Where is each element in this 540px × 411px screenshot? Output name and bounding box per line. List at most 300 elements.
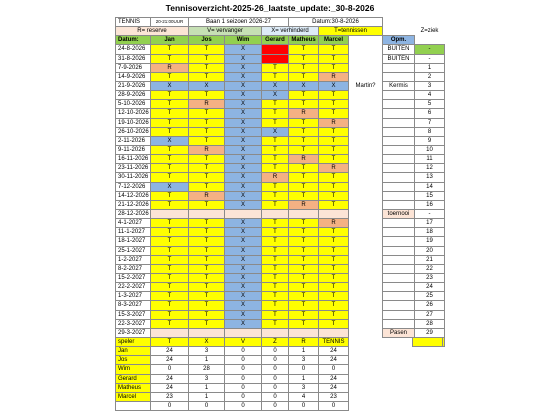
opm-cell (383, 273, 415, 282)
status-cell: T (151, 273, 189, 282)
status-cell: T (319, 200, 349, 209)
status-cell: T (151, 173, 189, 182)
status-cell (189, 209, 225, 218)
count-cell: 4 (415, 91, 445, 100)
note-cell (349, 63, 383, 72)
status-cell: T (262, 136, 289, 145)
status-cell: X (225, 292, 262, 301)
table-row (116, 255, 445, 264)
status-cell: X (225, 228, 262, 237)
status-cell: T (319, 246, 349, 255)
opm-cell (383, 164, 415, 173)
opm-cell (383, 228, 415, 237)
status-cell: X (225, 127, 262, 136)
status-cell: T (319, 136, 349, 145)
status-cell (289, 209, 319, 218)
status-cell: X (262, 81, 289, 90)
status-cell: T (289, 228, 319, 237)
status-cell: T (189, 200, 225, 209)
status-cell: X (225, 63, 262, 72)
status-cell (319, 209, 349, 218)
status-cell: T (189, 264, 225, 273)
summary-value-cell: 0 (189, 401, 225, 410)
count-cell: 25 (415, 292, 445, 301)
status-cell: T (189, 173, 225, 182)
date-cell: 22-2-2027 (116, 283, 151, 292)
note-cell (349, 283, 383, 292)
summary-table (115, 337, 443, 411)
status-cell (225, 209, 262, 218)
date-cell: 21-12-2026 (116, 200, 151, 209)
summary-col-header: speler (116, 338, 151, 347)
summary-value-cell: 3 (289, 383, 319, 392)
legend-row (116, 27, 445, 36)
date-cell: 21-9-2026 (116, 81, 151, 90)
status-cell: X (262, 91, 289, 100)
summary-value-cell: 1 (189, 392, 225, 401)
note-cell (349, 301, 383, 310)
note-cell (349, 118, 383, 127)
page-title: Tennisoverzicht-2025-26_laatste_update:_30-8-2026 (165, 3, 375, 13)
note-cell (349, 155, 383, 164)
summary-value-cell: 0 (151, 401, 189, 410)
status-cell: R (151, 63, 189, 72)
status-cell: R (319, 118, 349, 127)
summary-value-cell: 24 (319, 356, 349, 365)
date-cell: 1-2-2027 (116, 255, 151, 264)
count-cell: - (415, 45, 445, 54)
note-cell (349, 319, 383, 328)
legend-tennissen: T=tennissen (319, 27, 383, 36)
count-cell: 7 (415, 118, 445, 127)
table-row (116, 45, 445, 54)
status-cell: T (151, 292, 189, 301)
date-cell: 16-11-2026 (116, 155, 151, 164)
status-cell (262, 209, 289, 218)
status-cell: T (289, 145, 319, 154)
table-row (116, 81, 445, 90)
status-cell: T (262, 283, 289, 292)
col-gerard: Gerard (262, 36, 289, 45)
opm-cell (383, 155, 415, 164)
opm-cell (383, 200, 415, 209)
status-cell: T (262, 63, 289, 72)
count-cell: 12 (415, 164, 445, 173)
status-cell: T (151, 255, 189, 264)
table-row (116, 292, 445, 301)
status-cell: T (189, 136, 225, 145)
opm-cell (383, 292, 415, 301)
status-cell: T (189, 246, 225, 255)
summary-value-cell: 0 (289, 365, 319, 374)
status-cell: R (262, 173, 289, 182)
summary-value-cell: 0 (225, 347, 262, 356)
date-cell: 28-12-2026 (116, 209, 151, 218)
count-cell: 5 (415, 100, 445, 109)
table-row (116, 237, 445, 246)
status-cell: T (189, 292, 225, 301)
summary-value-cell: 24 (151, 356, 189, 365)
summary-value-cell: 0 (262, 356, 289, 365)
count-cell: 27 (415, 310, 445, 319)
summary-value-cell: 4 (289, 392, 319, 401)
summary-value-cell: 0 (262, 365, 289, 374)
summary-row (116, 347, 443, 356)
status-cell: T (189, 109, 225, 118)
status-cell: T (289, 173, 319, 182)
status-cell: T (262, 200, 289, 209)
note-cell (349, 246, 383, 255)
note-cell (349, 310, 383, 319)
date-cell: 23-11-2026 (116, 164, 151, 173)
status-cell: T (189, 118, 225, 127)
status-cell: T (189, 219, 225, 228)
summary-value-cell: 23 (151, 392, 189, 401)
status-cell: X (225, 301, 262, 310)
table-row (116, 219, 445, 228)
summary-value-cell: 0 (289, 401, 319, 410)
opm-cell (383, 63, 415, 72)
status-cell: T (189, 91, 225, 100)
status-cell: X (225, 72, 262, 81)
status-cell: T (189, 54, 225, 63)
col-marcel: Marcel (319, 36, 349, 45)
status-cell: T (262, 155, 289, 164)
status-cell: T (319, 155, 349, 164)
player-name-cell: Matheus (116, 383, 151, 392)
status-cell (151, 209, 189, 218)
date-cell: 4-1-2027 (116, 219, 151, 228)
status-cell: T (319, 63, 349, 72)
table-row (116, 155, 445, 164)
note-cell (349, 164, 383, 173)
summary-value-cell: 0 (225, 374, 262, 383)
status-cell: T (319, 228, 349, 237)
status-cell: T (319, 273, 349, 282)
status-cell: T (189, 237, 225, 246)
opm-cell (383, 301, 415, 310)
status-cell: T (262, 255, 289, 264)
table-row (116, 200, 445, 209)
status-cell: T (151, 164, 189, 173)
status-cell: X (225, 109, 262, 118)
note-cell (349, 191, 383, 200)
opm-cell (383, 100, 415, 109)
status-cell: T (319, 191, 349, 200)
status-cell: R (189, 100, 225, 109)
status-cell: T (189, 283, 225, 292)
table-row (116, 319, 445, 328)
table-row (116, 72, 445, 81)
note-cell: Martin? (355, 83, 376, 90)
summary-value-cell: 0 (225, 383, 262, 392)
date-cell: 7-9-2026 (116, 63, 151, 72)
summary-value-cell: 0 (225, 392, 262, 401)
status-cell: T (262, 246, 289, 255)
status-cell: T (189, 255, 225, 264)
table-row (116, 100, 445, 109)
status-cell: X (225, 155, 262, 164)
status-cell: R (289, 155, 319, 164)
opm-cell: Kermis (383, 81, 415, 90)
summary-value-cell: 23 (319, 392, 349, 401)
status-cell: T (319, 237, 349, 246)
opm-cell (383, 136, 415, 145)
status-cell: T (262, 219, 289, 228)
count-cell: 18 (415, 228, 445, 237)
count-cell: 24 (415, 283, 445, 292)
status-cell: R (189, 191, 225, 200)
date-cell: 2-11-2026 (116, 136, 151, 145)
count-cell: 20 (415, 246, 445, 255)
status-cell: X (289, 81, 319, 90)
opm-cell (383, 118, 415, 127)
table-row (116, 109, 445, 118)
status-cell: X (225, 118, 262, 127)
col-matheus: Matheus (289, 36, 319, 45)
status-cell: T (262, 301, 289, 310)
summary-value-cell: 3 (189, 374, 225, 383)
status-cell: T (151, 72, 189, 81)
column-header-row (116, 36, 445, 45)
date-cell: 7-12-2026 (116, 182, 151, 191)
summary-col-header: V (225, 338, 262, 347)
col-opm: Opm. (383, 36, 415, 45)
opm-cell (383, 237, 415, 246)
table-row (116, 209, 445, 218)
summary-value-cell: 3 (289, 356, 319, 365)
status-cell: X (225, 283, 262, 292)
status-cell: T (289, 118, 319, 127)
status-cell: T (319, 145, 349, 154)
count-cell: 3 (415, 81, 445, 90)
note-cell (349, 127, 383, 136)
status-cell: T (319, 310, 349, 319)
table-row (116, 63, 445, 72)
status-cell: T (189, 228, 225, 237)
status-cell: T (289, 301, 319, 310)
status-cell: X (262, 127, 289, 136)
summary-value-cell: 0 (151, 365, 189, 374)
opm-cell: toernooi (383, 209, 415, 218)
summary-value-cell: 1 (289, 374, 319, 383)
status-cell: T (319, 182, 349, 191)
status-cell: T (289, 310, 319, 319)
status-cell: T (262, 273, 289, 282)
summary-col-header: T (151, 338, 189, 347)
status-cell (262, 45, 289, 54)
legend-vervanger: V= vervanger (189, 27, 262, 36)
status-cell: T (319, 109, 349, 118)
status-cell: T (262, 109, 289, 118)
status-cell: T (189, 127, 225, 136)
summary-row (116, 365, 443, 374)
date-cell: 28-9-2026 (116, 91, 151, 100)
opm-cell (383, 72, 415, 81)
status-cell: T (289, 91, 319, 100)
note-cell (349, 200, 383, 209)
summary-row (116, 401, 443, 410)
status-cell: T (189, 273, 225, 282)
note-cell (349, 237, 383, 246)
status-cell: T (262, 145, 289, 154)
status-cell: T (289, 264, 319, 273)
note-cell (349, 173, 383, 182)
status-cell: T (319, 100, 349, 109)
status-cell: T (262, 228, 289, 237)
date-cell: 14-12-2026 (116, 191, 151, 200)
time-label: 20-21:00UUR (151, 18, 189, 27)
table-row (116, 127, 445, 136)
status-cell: X (225, 182, 262, 191)
status-cell: T (289, 246, 319, 255)
status-cell: T (151, 91, 189, 100)
note-cell (349, 45, 383, 54)
summary-value-cell: 0 (319, 401, 349, 410)
table-row (116, 164, 445, 173)
date-cell: 14-9-2026 (116, 72, 151, 81)
tennis-label: TENNIS (116, 18, 151, 27)
note-cell (349, 136, 383, 145)
status-cell: T (151, 219, 189, 228)
note-cell (349, 255, 383, 264)
table-row (116, 145, 445, 154)
status-cell: X (319, 81, 349, 90)
status-cell: X (225, 273, 262, 282)
summary-row (116, 392, 443, 401)
status-cell: R (289, 109, 319, 118)
count-cell: 22 (415, 264, 445, 273)
count-cell: 19 (415, 237, 445, 246)
status-cell: T (189, 182, 225, 191)
summary-col-header: R (289, 338, 319, 347)
status-cell: X (225, 81, 262, 90)
note-cell (349, 182, 383, 191)
status-cell: X (225, 173, 262, 182)
count-cell: - (415, 209, 445, 218)
status-cell: T (289, 319, 319, 328)
status-cell: T (262, 100, 289, 109)
summary-value-cell: 0 (225, 401, 262, 410)
opm-cell (383, 127, 415, 136)
status-cell: T (289, 191, 319, 200)
date-cell: 12-10-2026 (116, 109, 151, 118)
status-cell: X (225, 319, 262, 328)
date-cell: 31-8-2026 (116, 54, 151, 63)
status-cell: T (151, 118, 189, 127)
summary-value-cell: 1 (189, 356, 225, 365)
status-cell: T (319, 45, 349, 54)
status-cell: T (289, 164, 319, 173)
status-cell: X (225, 91, 262, 100)
summary-value-cell: 24 (151, 347, 189, 356)
summary-value-cell: 0 (262, 347, 289, 356)
summary-value-cell: 24 (151, 383, 189, 392)
status-cell: T (262, 164, 289, 173)
status-cell: X (225, 264, 262, 273)
count-cell: 11 (415, 155, 445, 164)
summary-value-cell: 0 (262, 392, 289, 401)
status-cell: X (151, 136, 189, 145)
table-row (116, 182, 445, 191)
count-cell: 17 (415, 219, 445, 228)
summary-value-cell: 24 (151, 374, 189, 383)
col-jos: Jos (189, 36, 225, 45)
status-cell: T (189, 301, 225, 310)
date-cell: 11-1-2027 (116, 228, 151, 237)
summary-value-cell: 0 (225, 365, 262, 374)
status-cell: T (319, 54, 349, 63)
legend-ziek: Z=ziek (420, 28, 439, 35)
legend-reserve: R= reserve (116, 27, 189, 36)
date-cell: 15-2-2027 (116, 273, 151, 282)
status-cell: T (289, 100, 319, 109)
table-row (116, 91, 445, 100)
status-cell: T (151, 237, 189, 246)
status-cell: T (151, 100, 189, 109)
status-cell: X (225, 219, 262, 228)
note-cell (349, 109, 383, 118)
date-cell: 15-3-2027 (116, 310, 151, 319)
status-cell: X (225, 145, 262, 154)
status-cell: T (189, 63, 225, 72)
player-name-cell: Jan (116, 347, 151, 356)
summary-value-cell: 0 (319, 365, 349, 374)
count-cell: 8 (415, 127, 445, 136)
status-cell: T (319, 301, 349, 310)
summary-value-cell: 1 (289, 347, 319, 356)
status-cell: T (289, 54, 319, 63)
note-cell (349, 145, 383, 154)
status-cell: T (151, 246, 189, 255)
summary-value-cell: 24 (319, 374, 349, 383)
note-cell (349, 100, 383, 109)
status-cell: T (319, 319, 349, 328)
summary-value-cell: 0 (262, 401, 289, 410)
opm-cell (383, 219, 415, 228)
opm-cell (383, 145, 415, 154)
table-row (116, 173, 445, 182)
opm-cell (383, 109, 415, 118)
status-cell: T (151, 54, 189, 63)
status-cell: T (319, 91, 349, 100)
summary-col-header: TENNIS (319, 338, 349, 347)
status-cell: T (151, 301, 189, 310)
opm-cell: Pasen (383, 328, 415, 337)
count-cell: 23 (415, 273, 445, 282)
status-cell: T (189, 45, 225, 54)
status-cell: T (151, 145, 189, 154)
datum-label: Datum:30-8-2026 (289, 18, 383, 27)
summary-row (116, 356, 443, 365)
note-cell (349, 209, 383, 218)
status-cell: T (289, 182, 319, 191)
status-cell: T (289, 237, 319, 246)
status-cell: T (262, 292, 289, 301)
table-row (116, 310, 445, 319)
summary-header-row (116, 338, 443, 347)
status-cell: X (225, 200, 262, 209)
date-cell: 5-10-2026 (116, 100, 151, 109)
summary-value-cell: 28 (189, 365, 225, 374)
status-cell: T (151, 228, 189, 237)
status-cell: T (289, 292, 319, 301)
status-cell: T (289, 219, 319, 228)
status-cell: X (225, 45, 262, 54)
date-cell: 26-10-2026 (116, 127, 151, 136)
status-cell: T (262, 118, 289, 127)
player-name-cell: Jos (116, 356, 151, 365)
